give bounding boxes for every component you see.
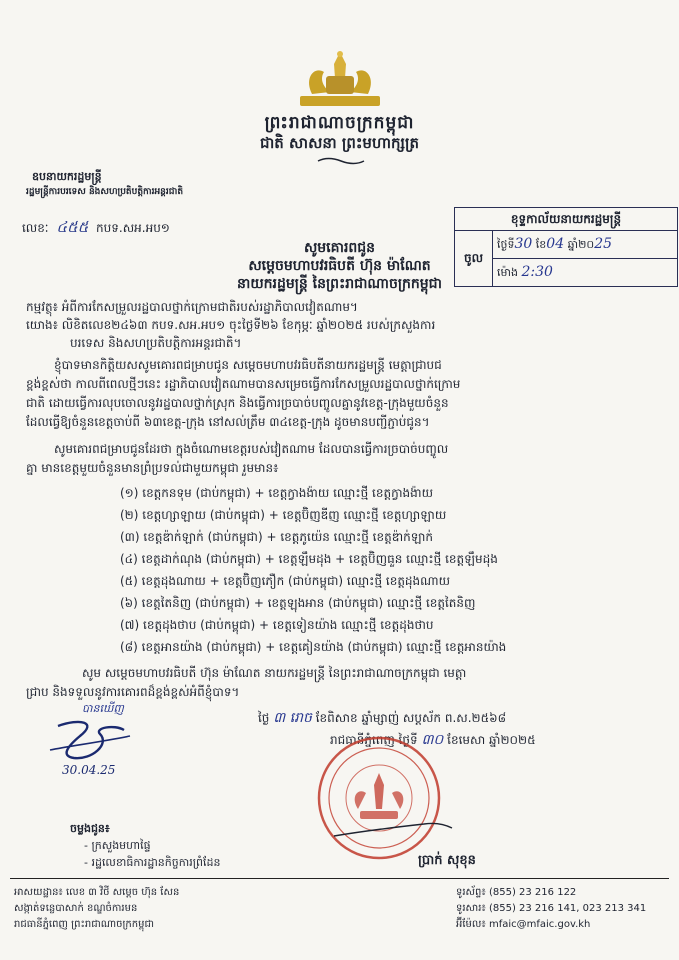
handwritten-signature-icon [40, 706, 140, 770]
stamp-time: 2:30 [521, 264, 553, 280]
list-item: - ក្រសួងមហាផ្ទៃ [84, 839, 151, 852]
reference-label: លេខៈ [22, 221, 49, 235]
stamp-title: ខុទ្ទកាល័យនាយករដ្ឋមន្ត្រី [455, 208, 677, 231]
list-item: (៨) ខេត្តអានយ៉ាង (ជាប់កម្ពុជា) + ខេត្តគៀនយ៉ាង (ជាប់កម្ពុជា) ឈ្មោះថ្មី ខេត្តអានយ៉ាង [120, 640, 507, 654]
motto-heading: ជាតិ សាសនា ព្រះមហាក្សត្រ [260, 134, 419, 152]
reference-line-cont: បរទេស និងសហប្រតិបត្តិការអន្តរជាតិ។ [70, 336, 242, 350]
list-item: (៤) ខេត្តដាក់ណុង (ជាប់កម្ពុជា) + ខេត្តឡឹមដុង + ខេត្តប៊ិញធួន ឈ្មោះថ្មី ខេត្តឡឹមដុង [120, 552, 498, 566]
list-item: (៥) ខេត្តដុងណាយ + ខេត្តប៊ិញភឿក (ជាប់កម្ពុជា) ឈ្មោះថ្មី ខេត្តដុងណាយ [120, 574, 451, 588]
closing-paragraph: សូម សម្តេចមហាបវរធិបតី ហ៊ុន ម៉ាណែត នាយករដ្ឋមន្ត្រី នៃព្រះរាជាណាចក្រកម្ពុជា មេត្តា ជ្រាប និងទទួលនូវការគោរពដ៏ខ្ពង់ខ្ពស់អំពីខ្ញុំបាទ។ [26, 666, 467, 699]
minister-signature-icon [328, 806, 458, 852]
subject-line: កម្មវត្ថុ៖ អំពីការកែសម្រួលរដ្ឋបាលថ្នាក់ក្រោមជាតិរបស់រដ្ឋាភិបាលវៀតណាម។ [26, 300, 358, 314]
list-item: (៧) ខេត្តដុងថាប (ជាប់កម្ពុជា) + ខេត្តទៀនយ៉ាង ឈ្មោះថ្មី ខេត្តដុងថាប [120, 618, 434, 632]
province-list [120, 482, 506, 658]
sender-ministry: រដ្ឋមន្ត្រីការបរទេស និងសហប្រតិបត្តិការអន្តរជាតិ [26, 187, 184, 197]
solar-date: រាជធានីភ្នំពេញ ថ្ងៃទី ៣០ ខែមេសា ឆ្នាំ២០២៥ [330, 732, 536, 748]
sender-title: ឧបនាយករដ្ឋមន្ត្រី [32, 170, 102, 183]
signatory-name: ប្រាក់ សុខុន [418, 853, 476, 868]
cc-list [70, 820, 220, 871]
reference-code: កប​ទ.សអ.អប១ [96, 221, 170, 235]
margin-note-date: 30.04.25 [62, 763, 116, 777]
stamp-date-row: ថ្ងៃទី30 ខែ04 ឆ្នាំ២០25 [493, 231, 677, 259]
list-item: - រដ្ឋលេខាធិការដ្ឋានកិច្ចការព្រំដែន [84, 856, 221, 869]
stamp-day: 30 [514, 236, 533, 252]
margin-note-label: បានឃើញ [82, 702, 124, 715]
footer-address: អាសយដ្ឋាន៖ លេខ ៣ វិថី សម្តេច ហ៊ុន សែន សង្កាត់ទន្លេបាសាក់ ខណ្ឌចំការមន រាជធានីភ្នំពេញ ព្រះរាជាណាចក្រកម្ពុជា [14, 887, 180, 930]
reference-line: យោង៖ លិខិតលេខ២៤៦៣ កប​ទ.សអ.អប១ ចុះថ្ងៃទី២៦ ខែកុម្ភៈ ឆ្នាំ២០២៥ របស់ក្រសួងការ [26, 318, 436, 332]
list-item: (១) ខេត្តកនទុម (ជាប់កម្ពុជា) + ខេត្តក្វាងង៉ាយ ឈ្មោះថ្មី ខេត្តក្វាងង៉ាយ [120, 486, 433, 500]
addressee-name: សម្តេចមហាបវរធិបតី ហ៊ុន ម៉ាណែត [248, 258, 431, 274]
cc-title: ចម្លងជូន៖ [70, 822, 110, 835]
footer-contact: ទូរស័ព្ទ៖ (855) 23 216 122 ទូរសារ៖ (855) 23 216 141, 023 213 341 អ៊ីម៉ែល៖ mfaic@mfaic.gov.kh [456, 887, 647, 930]
footer-divider [10, 878, 669, 879]
stamp-side-label: ចូល [455, 231, 493, 286]
list-item: (២) ខេត្តហ្សាឡាយ (ជាប់កម្ពុជា) + ខេត្តប៊ិញឌីញ ឈ្មោះថ្មី ខេត្តហ្សាឡាយ [120, 508, 447, 522]
reference-handwritten-number: ៤៥៥ [56, 218, 89, 236]
reference-number [22, 218, 170, 240]
stamp-month: 04 [546, 236, 565, 252]
list-item: (៦) ខេត្តតៃនិញ (ជាប់កម្ពុជា) + ខេត្តឡុងអាន (ជាប់កម្ពុជា) ឈ្មោះថ្មី ខេត្តតៃនិញ [120, 596, 476, 610]
kingdom-heading: ព្រះរាជាណាចក្រកម្ពុជា [264, 113, 415, 133]
stamp-year: 25 [594, 236, 613, 252]
paragraph-2: សូមគោរពជម្រាបជូនដែរថា ក្នុងចំណោមខេត្តរបស់វៀតណាម ដែលបានធ្វើការច្របាច់បញ្ចូល គ្នា មានខេត្តមួយចំនួនមានព្រំប្រទល់ជាមួយកម្ពុជា រួមមាន៖ [26, 442, 449, 475]
paragraph-1: ខ្ញុំបាទមានកិត្តិយសសូមគោរពជម្រាបជូន សម្តេចមហាបវរធិបតីនាយករដ្ឋមន្ត្រី មេត្តាជ្រាបជ ខ្ពង់ខ្ពស់ថា កាលពីពេលថ្មីៗនេះ រដ្ឋាភិបាលវៀតណាមបានសម្រេចធ្វើការកែសម្រួលរដ្ឋបាលថ្នាក់ក្រោម ជាតិ ដោយធ្វើការលុបចោលនូវរដ្ឋបាលថ្នាក់ស្រុក និងធ្វើការច្របាច់បញ្ចូលគ្នានូវខេត្ត-ក្រុងមួយចំនួន ដែលធ្វើឱ្យចំនួនខេត្តចាប់ពី ៦៣ខេត្ត-ក្រុង នៅសល់ត្រឹម ៣៤ខេត្ត-ក្រុង ដូចមានបញ្ជីភ្ជាប់ជូន។ [26, 358, 461, 429]
addressee-greeting: សូមគោរពជូន [303, 240, 376, 256]
stamp-time-row: ម៉ោង 2:30 [497, 264, 553, 280]
addressee-title: នាយករដ្ឋមន្ត្រី នៃព្រះរាជាណាចក្រកម្ពុជា [236, 276, 443, 292]
divider-ornament-icon [316, 156, 366, 166]
lunar-date: ថ្ងៃ ៣ រោច ខែពិសាខ ឆ្នាំម្សាញ់ សប្តស័ក ព.ស.២៥៦៨ [258, 710, 507, 726]
royal-emblem-icon [290, 48, 390, 110]
list-item: (៣) ខេត្តឌ៉ាក់ឡាក់ (ជាប់កម្ពុជា) + ខេត្តភូយ៉េន ឈ្មោះថ្មី ខេត្តឌ៉ាក់ឡាក់ [120, 530, 433, 544]
